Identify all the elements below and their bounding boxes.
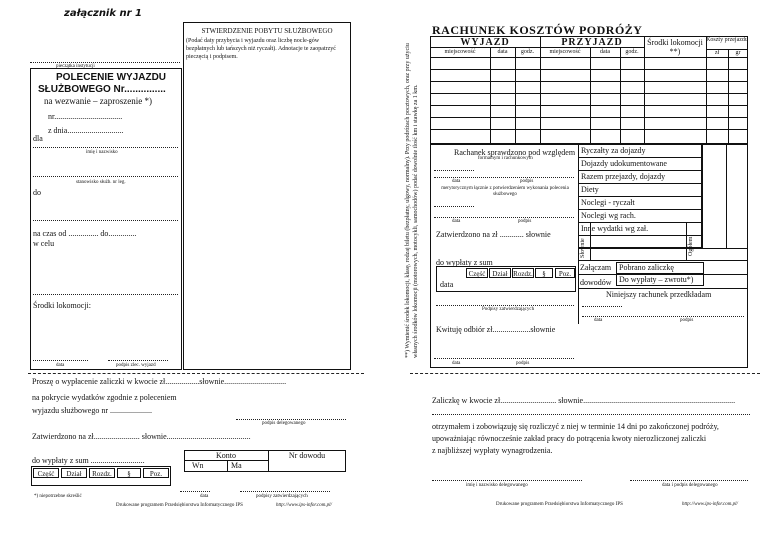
col-czesc-r: Część [466,268,488,278]
period-field[interactable]: na czas od ............... do.............. [33,229,137,238]
order-title-1: POLECENIE WYJAZDU [56,72,167,83]
col-zl: zł [714,50,720,56]
date-caption-r4: data [594,318,603,323]
col-poz: Poz. [143,468,169,478]
expense-coverage: na pokrycie wydatków zgodnie z poleceniem [32,393,177,402]
debit-label: Wn [192,461,204,470]
col-dzial: Dział [61,468,87,478]
order-date[interactable]: z dnia............................ [48,126,124,135]
approved-amount-right[interactable]: Zatwierdzono na zł ............ słownie [436,230,551,239]
col-paragraph-r: § [535,268,553,278]
col-arrival-place: miejscowość [549,49,581,55]
merit-caption: merytorycznym łącznie z potwierdzeniem wykonania polecenia służbowego [441,186,569,197]
approved-amount[interactable]: Zatwierdzono na zł....................... słownie.......................................... [32,432,251,441]
footnote: *) niepotrzebne skreślić [34,494,82,499]
delegate-name-caption: imię i nazwisko delegowanego [466,483,528,488]
col-rozdz: Rozdz. [89,468,115,478]
purpose-label: w celu [33,239,55,248]
advance-amount[interactable]: Zaliczkę w kwocie zł............................ słownie............................................................................ [432,396,736,405]
transport-label: Środki lokomocji: [33,301,91,310]
checked-label: Rachanek sprawdzono pod względem [454,148,576,157]
arrival-header: PRZYJAZD [561,37,623,48]
doc-number-header: Nr dowodu [288,451,326,460]
approvers-signature-caption: podpisy zatwierdzających [256,494,308,499]
payout-refund: Do wypłaty – zwrotu*) [619,275,694,284]
received-statement: otrzymałem i zobowiązuję się rozliczyć z niej w terminie 14 dni po zakończonej podróży, [432,422,719,431]
cost-header: Koszty przejazdu [706,37,748,43]
total-label: Ogółem [688,236,694,256]
col-poz-r: Poz. [555,268,575,278]
col-rozdz-r: Rozdz. [513,270,533,278]
col-gr: gr [735,50,741,56]
attach-label: Załączam [580,263,612,272]
cost-item-2: Dojazdy udokumentowane [581,159,667,168]
printer-note-right: Drukowane programem Przedsiębiorstwa Informatycznego IPS [496,502,623,507]
report-title: RACHUNEK KOSZTÓW PODRÓŻY [432,23,643,37]
authorization-statement: upoważniając równocześnie zakład pracy do potrącenia kwoty nierozliczonej zaliczki [432,434,707,443]
departure-header: WYJAZD [460,37,510,48]
col-arrival-date: data [600,49,610,55]
handwritten-note: załącznik nr 1 [64,8,142,19]
signature-caption-r4: podpis [680,318,694,323]
date-caption-2: data [200,494,209,499]
printer-url-right[interactable]: http://www.ips-infor.com.pl/ [682,502,738,507]
col-departure-time: godz. [520,49,535,55]
order-title-2: SŁUŻBOWEGO Nr............... [38,84,166,95]
order-number[interactable]: nr.................................. [48,112,123,121]
issuer-signature-caption: podpis zlec. wyjazd [116,363,156,368]
cost-item-5: Noclegi - ryczałt [581,198,635,207]
col-paragraph: § [117,468,141,478]
col-arrival-time: godz. [625,49,639,55]
cost-item-3: Razem przejazdy, dojazdy [581,172,666,181]
col-departure-date: data [497,49,508,55]
payout-from-right[interactable]: do wypłaty z sum [436,258,493,267]
signature-caption-r1: podpis [520,179,534,184]
salary-deduction: z najbliższej wypłaty wynagrodzenia. [432,446,553,455]
order-number-ref[interactable]: wyjazdu służbowego nr ..................... [32,406,152,415]
transport-header: Środki lokomocji **) [647,38,703,56]
signature-caption-r5: podpis [516,361,530,366]
cost-item-1: Ryczałty za dojazdy [581,146,646,155]
credit-label: Ma [231,461,242,470]
advance-request[interactable]: Proszę o wypłacenie zaliczki w kwocie zł.................słownie............................... [32,377,287,386]
account-header: Konto [216,451,236,460]
cost-item-4: Diety [581,185,599,194]
delegate-signature-caption: podpis delegowanego [262,421,306,426]
label-dla: dla [33,134,43,143]
in-words-label: Słownie [580,238,586,258]
stay-confirmation-title: STWIERDZENIE POBYTU SŁUŻBOWEGO [201,27,333,35]
advance-taken: Pobrano zaliczkę [619,263,674,272]
cost-item-7: Inne wydatki wg zał. [581,224,649,233]
submit-statement: Niniejszy rachunek przedkładam [606,290,712,299]
printer-note: Drukowane programem Przedsiębiorstwa Informatycznego IPS [116,503,243,508]
printer-url[interactable]: http://www.ips-infor.com.pl/ [276,503,332,508]
label-do: do [33,188,41,197]
col-czesc: Część [33,468,59,478]
date-caption: data [56,363,65,368]
col-dzial-r: Dział [489,268,511,278]
cost-item-6: Noclegi wg rach. [581,211,636,220]
name-caption: imię i nazwisko [86,150,118,155]
date-caption-r1: data [452,179,461,184]
order-title-3: na wezwanie – zaproszenie *) [44,96,152,106]
receipt-confirmation[interactable]: Kwituję odbiór zł...................słownie [436,325,556,334]
date-caption-r2: data [452,219,461,224]
date-caption-r5: data [452,361,461,366]
signature-caption-r2: podpis [518,219,532,224]
documents-label: dowodów [580,278,612,287]
payout-from[interactable]: do wypłaty z sum ........................... [32,456,145,465]
position-caption: stanowisko służb. nr leg. [76,180,126,185]
col-departure-place: miejscowość [444,49,476,55]
stay-confirmation-box [183,22,351,370]
delegate-date-signature-caption: data i podpis delegowanego [662,483,718,488]
formal-caption: formalnym i rachunkowym [478,156,533,161]
date-caption-r3: data [440,280,454,289]
transport-footnote: **) Wymienić środek lokomocji, klasę, rodzaj biletu (bezpłatny, ulgowy, normalny). Przy podróżach pocztowych, oraz przy użyciu własnych środków lokomocji (motorowych, motocykli, samochodów) podać dowolnie ilość km i stawkę za 1 km. [405,43,419,358]
approvers-caption-right: Podpisy zatwierdzających [482,307,535,312]
stamp-caption: pieczątka instytucji [56,64,95,69]
stay-confirmation-text: (Podać daty przybycia i wyjazdu oraz liczbę nocle-gów bezpłatnych lub tańszych niż ryczałt). Adnotacje te zaopatrzyć pieczęcią i podpisem. [186,38,336,60]
